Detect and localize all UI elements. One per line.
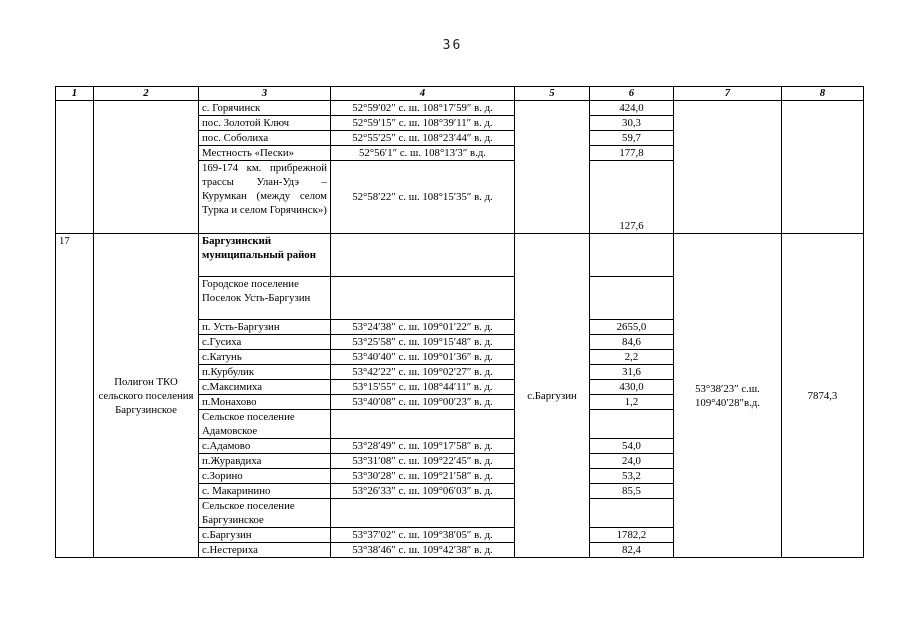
table-row [56,101,864,116]
column-header: 6 [590,87,674,101]
cell-settlement: Баргузинский муниципальный район [199,234,331,277]
column-header: 1 [56,87,94,101]
cell-object-coordinates: 53°38′23″ с.ш. 109°40′28″в.д. [674,234,782,558]
column-header: 7 [674,87,782,101]
cell-settlement: пос. Соболиха [199,131,331,146]
cell-area: 1,2 [590,395,674,410]
cell-coordinates: 53°24′38″ с. ш. 109°01′22″ в. д. [331,320,515,335]
cell-coordinates [331,234,515,277]
cell-area: 31,6 [590,365,674,380]
cell-area: 59,7 [590,131,674,146]
cell-settlement: Сельское поселение Адамовское [199,410,331,439]
cell-coordinates: 53°30′28″ с. ш. 109°21′58″ в. д. [331,469,515,484]
cell-coordinates: 52°56′1″ с. ш. 108°13′3″ в.д. [331,146,515,161]
cell-settlement: Городское поселение Поселок Усть-Баргузин [199,277,331,320]
page-number: 36 [442,38,463,53]
cell-coordinates: 52°55′25″ с. ш. 108°23′44″ в. д. [331,131,515,146]
cell-settlement: с. Горячинск [199,101,331,116]
cell-coordinates: 53°40′40″ с. ш. 109°01′36″ в. д. [331,350,515,365]
cell-coordinates: 52°59′15″ с. ш. 108°39′11″ в. д. [331,116,515,131]
cell-coordinates: 53°40′08″ с. ш. 109°00′23″ в. д. [331,395,515,410]
cell-object-coordinates [674,101,782,234]
cell-settlement: с. Макаринино [199,484,331,499]
landfill-table [55,86,864,558]
cell-coordinates [331,277,515,320]
cell-area: 82,4 [590,543,674,558]
cell-coordinates: 53°37′02″ с. ш. 109°38′05″ в. д. [331,528,515,543]
cell-area: 177,8 [590,146,674,161]
cell-coordinates: 53°15′55″ с. ш. 108°44′11″ в. д. [331,380,515,395]
cell-area: 1782,2 [590,528,674,543]
cell-settlement: пос. Золотой Ключ [199,116,331,131]
cell-area: 127,6 [590,161,674,234]
cell-settlement: Местность «Пески» [199,146,331,161]
cell-coordinates: 53°26′33″ с. ш. 109°06′03″ в. д. [331,484,515,499]
cell-area: 30,3 [590,116,674,131]
cell-coordinates [331,410,515,439]
cell-number [56,101,94,234]
cell-settlement: с.Адамово [199,439,331,454]
column-header: 8 [782,87,864,101]
cell-settlement: п.Журавдиха [199,454,331,469]
cell-settlement: 169-174 км. прибрежной трассы Улан-Удэ – Курумкан (между селом Турка и селом Горячинск») [199,161,331,234]
cell-coordinates: 53°42′22″ с. ш. 109°02′27″ в. д. [331,365,515,380]
cell-area: 85,5 [590,484,674,499]
table-row [56,234,864,277]
cell-coordinates: 53°25′58″ с. ш. 109°15′48″ в. д. [331,335,515,350]
column-header: 2 [94,87,199,101]
cell-coordinates: 53°31′08″ с. ш. 109°22′45″ в. д. [331,454,515,469]
cell-coordinates [331,499,515,528]
column-header: 5 [515,87,590,101]
cell-area: 84,6 [590,335,674,350]
cell-object-name: Полигон ТКО сельского поселения Баргузинское [94,234,199,558]
cell-capacity [782,101,864,234]
cell-area: 424,0 [590,101,674,116]
column-header: 4 [331,87,515,101]
cell-area [590,277,674,320]
cell-coordinates: 52°58′22″ с. ш. 108°15′35″ в. д. [331,161,515,234]
cell-settlement: п. Усть-Баргузин [199,320,331,335]
cell-coordinates: 53°38′46″ с. ш. 109°42′38″ в. д. [331,543,515,558]
cell-settlement: с.Баргузин [199,528,331,543]
cell-area [590,499,674,528]
cell-settlement: п.Монахово [199,395,331,410]
cell-settlement: Сельское поселение Баргузинское [199,499,331,528]
cell-object-name [94,101,199,234]
cell-capacity: 7874,3 [782,234,864,558]
cell-settlement: с.Гусиха [199,335,331,350]
cell-area: 24,0 [590,454,674,469]
cell-settlement: п.Курбулик [199,365,331,380]
cell-location [515,101,590,234]
cell-area [590,410,674,439]
table-header-row [56,87,864,101]
cell-settlement: с.Зорино [199,469,331,484]
cell-settlement: с.Максимиха [199,380,331,395]
cell-coordinates: 52°59′02″ с. ш. 108°17′59″ в. д. [331,101,515,116]
column-header: 3 [199,87,331,101]
cell-number: 17 [56,234,94,558]
cell-settlement: с.Катунь [199,350,331,365]
cell-area [590,234,674,277]
cell-location: с.Баргузин [515,234,590,558]
cell-area: 53,2 [590,469,674,484]
cell-area: 2655,0 [590,320,674,335]
cell-settlement: с.Нестериха [199,543,331,558]
cell-area: 430,0 [590,380,674,395]
cell-coordinates: 53°28′49″ с. ш. 109°17′58″ в. д. [331,439,515,454]
cell-area: 2,2 [590,350,674,365]
cell-area: 54,0 [590,439,674,454]
